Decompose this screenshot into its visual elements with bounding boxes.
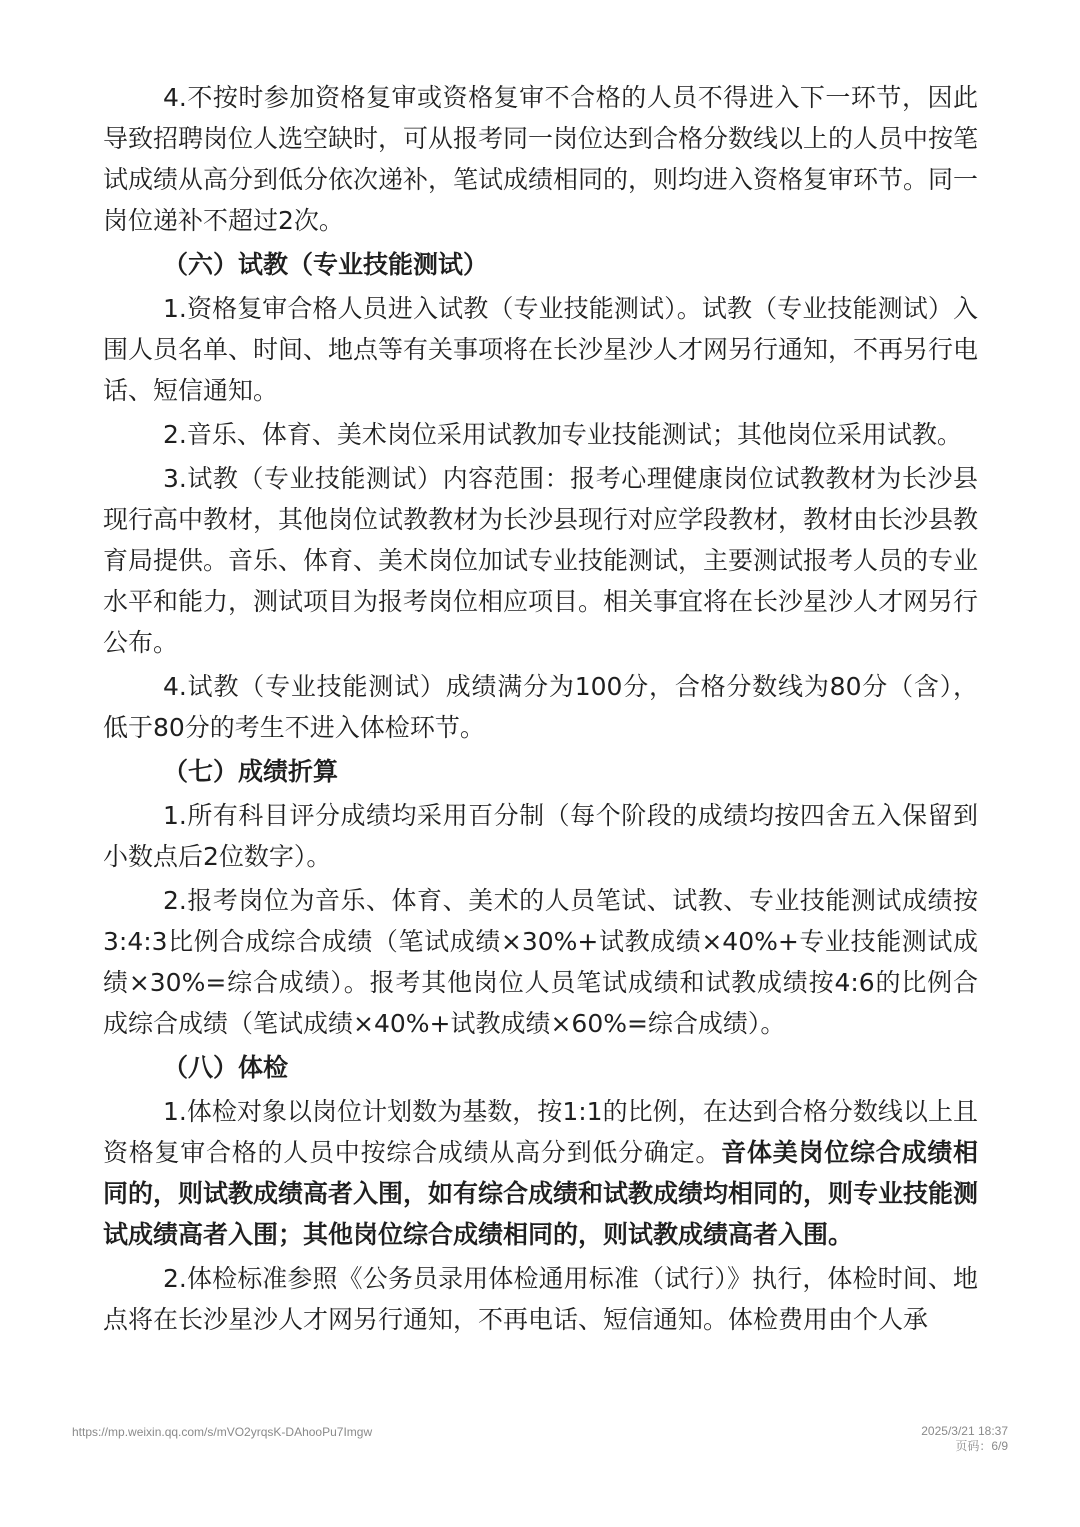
- paragraph: 4.不按时参加资格复审或资格复审不合格的人员不得进入下一环节，因此导致招聘岗位人选空缺时，可从报考同一岗位达到合格分数线以上的人员中按笔试成绩从高分到低分依次递补，笔试成绩相同的，则均进入资格复审环节。同一岗位递补不超过2次。: [103, 83, 979, 235]
- document-body: [103, 77, 978, 1343]
- paragraph: 2.体检标准参照《公务员录用体检通用标准（试行）》执行，体检时间、地点将在长沙星沙人才网另行通知，不再电话、短信通知。体检费用由个人承: [103, 1264, 978, 1334]
- section-heading-physical-exam: （八）体检: [163, 1053, 289, 1082]
- paragraph-bold-text: 音体美岗位综合成绩相同的，则试教成绩高者入围，如有综合成绩和试教成绩均相同的，则专业技能测试成绩高者入围；其他岗位综合成绩相同的，则试教成绩高者入围。: [103, 1138, 979, 1249]
- paragraph: 1.所有科目评分成绩均采用百分制（每个阶段的成绩均按四舍五入保留到小数点后2位数字）。: [103, 801, 978, 871]
- paragraph: 2.报考岗位为音乐、体育、美术的人员笔试、试教、专业技能测试成绩按3:4:3比例合成综合成绩（笔试成绩×30%+试教成绩×40%+专业技能测试成绩×30%=综合成绩）。报考其他岗位人员笔试成绩和试教成绩按4:6的比例合成综合成绩（笔试成绩×40%+试教成绩×60%=综合成绩）。: [103, 886, 978, 1038]
- paragraph: 3.试教（专业技能测试）内容范围：报考心理健康岗位试教教材为长沙县现行高中教材，其他岗位试教教材为长沙县现行对应学段教材，教材由长沙县教育局提供。音乐、体育、美术岗位加试专业技能测试，主要测试报考人员的专业水平和能力，测试项目为报考岗位相应项目。相关事宜将在长沙星沙人才网另行公布。: [103, 464, 979, 657]
- paragraph-text: 1.体检对象以岗位计划数为基数，按1:1的比例，在达到合格分数线以上且资格复审合格的人员中按综合成绩从高分到低分确定。: [103, 1097, 978, 1167]
- paragraph: 1.资格复审合格人员进入试教（专业技能测试）。试教（专业技能测试）入围人员名单、时间、地点等有关事项将在长沙星沙人才网另行通知，不再另行电话、短信通知。: [103, 294, 979, 405]
- footer-meta: [921, 1424, 1008, 1454]
- paragraph: 4.试教（专业技能测试）成绩满分为100分，合格分数线为80分（含），低于80分的考生不进入体检环节。: [103, 672, 978, 742]
- footer-datetime: 2025/3/21 18:37: [921, 1424, 1008, 1438]
- paragraph: [103, 1091, 978, 1255]
- paragraph: 2.音乐、体育、美术岗位采用试教加专业技能测试；其他岗位采用试教。: [163, 420, 962, 449]
- section-heading-trial-teaching: （六）试教（专业技能测试）: [163, 250, 489, 279]
- footer-url: https://mp.weixin.qq.com/s/mVO2yrqsK-DAhooPu7Imgw: [72, 1425, 373, 1439]
- footer-page-number: 页码：6/9: [955, 1439, 1008, 1453]
- section-heading-score-conversion: （七）成绩折算: [163, 757, 339, 786]
